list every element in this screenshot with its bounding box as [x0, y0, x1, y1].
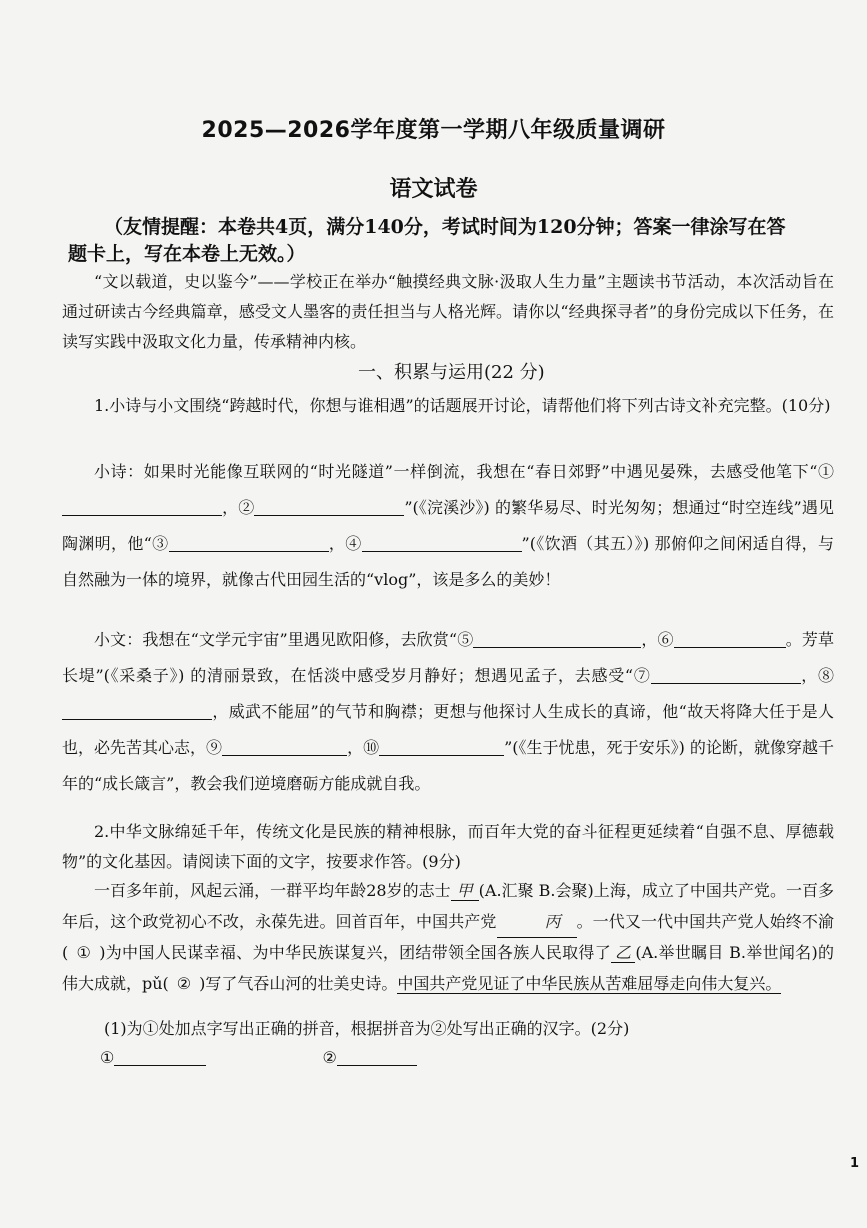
blank-5[interactable]	[473, 629, 641, 648]
exam-title: 2025—2026学年度第一学期八年级质量调研	[201, 118, 666, 143]
blank-2[interactable]	[254, 497, 404, 516]
handwritten-answer-bing: 丙	[497, 907, 577, 939]
poem-text-1: 小诗：如果时光能像互联网的“时光隧道”一样倒流，我想在“春日郊野”中遇见晏殊，去感受他笔下“①	[94, 462, 834, 481]
answer-label-1: ①	[100, 1048, 115, 1067]
passage-text-6: )写了气吞山河的壮美史诗。	[199, 973, 398, 993]
notice-line-2: 题卡上，写在本卷上无效。）	[68, 243, 306, 265]
poem-text-3: ”(《浣溪沙》) 的繁华易尽、时光匆匆；想通过“时空连线”遇见陶渊明，他“③	[62, 498, 834, 553]
question-2-stem: 2.中华文脉绵延千年，传统文化是民族的精神根脉，而百年大党的奋斗征程更延续着“自强不息、厚德载物”的文化基因。请阅读下面的文字，按要求作答。(9分)	[62, 822, 834, 871]
blank-8[interactable]	[62, 701, 212, 720]
intro-paragraph: “文以载道，史以鉴今”——学校正在举办“触摸经典文脉·汲取人生力量”主题读书节活动，本次活动旨在通过研读古今经典篇章，感受文人墨客的责任担当与人格光辉。请你以“经典探寻者”的身份完成以下任务，在读写实践中汲取文化力量，传承精神内核。	[62, 272, 834, 351]
wen-text-7: ”(《生于忧患，死于安乐》) 的论断，就像穿越千年的“成长箴言”，教会我们逆境磨砺方能成就自我。	[62, 738, 834, 793]
page-number: 1	[849, 1156, 859, 1171]
wen-text-2: ，⑥	[641, 630, 674, 649]
passage-text-2: (A.汇聚 B.会聚)上海，成立了中国共产党。一百多年后，这个政党初心不改，永葆先进。回首百年，中国共产党	[62, 881, 834, 931]
blank-7[interactable]	[651, 665, 801, 684]
passage-text-5: (A.举世瞩目 B.举世闻名)的伟大成就，pǔ(	[62, 943, 834, 993]
mark-1: ①	[76, 943, 92, 962]
wen-text-1: 小文：我想在“文学元宇宙”里遇见欧阳修，去欣赏“⑤	[94, 630, 474, 649]
blank-3[interactable]	[169, 533, 329, 552]
question-2-sub-1: (1)为①处加点字写出正确的拼音，根据拼音为②处写出正确的汉字。(2分)	[104, 1019, 630, 1038]
passage-text-3: 。一代又一代中国共产党人始终不渝(	[62, 911, 834, 962]
blank-6[interactable]	[674, 629, 786, 648]
question-1-prose-paragraph	[62, 622, 834, 802]
poem-text-5: ”(《饮酒（其五）》) 那俯仰之间闲适自得，与自然融为一体的境界，就像古代田园生活的“vlog”，该是多么的美妙！	[62, 534, 834, 589]
poem-text-4: ，④	[328, 534, 362, 553]
mark-2: ②	[176, 973, 192, 993]
blank-9[interactable]	[222, 737, 347, 756]
answer-blank-2[interactable]	[337, 1047, 417, 1066]
exam-subtitle: 语文试卷	[389, 177, 478, 202]
wen-text-4: ，⑧	[800, 666, 834, 685]
handwritten-answer-jia: 甲	[451, 881, 479, 901]
wen-text-6: ，⑩	[347, 738, 380, 757]
passage-text-4: )为中国人民谋幸福、为中华民族谋复兴，团结带领全国各族人民取得了	[99, 943, 612, 962]
question-1-stem: 1.小诗与小文围绕“跨越时代，你想与谁相遇”的话题展开讨论，请帮他们将下列古诗文补充完整。(10分)	[94, 396, 831, 415]
notice-line-1: （友情提醒：本卷共4页，满分140分，考试时间为120分钟；答案一律涂写在答	[104, 216, 786, 238]
answer-label-2: ②	[322, 1048, 337, 1067]
exam-notice	[68, 214, 837, 268]
section-heading: 一、积累与运用(22 分)	[358, 362, 545, 383]
passage-text-1: 一百多年前，风起云涌，一群平均年龄28岁的志士	[94, 881, 451, 900]
wen-text-5: ，威武不能屈”的气节和胸襟；更想与他探讨人生成长的真谛，他“故天将降大任于是人也，必先苦其心志，⑨	[62, 702, 834, 757]
blank-4[interactable]	[362, 533, 522, 552]
blank-1[interactable]	[62, 497, 222, 516]
handwritten-answer-yi: 乙	[611, 943, 635, 963]
question-1-poem-paragraph	[62, 454, 834, 598]
answer-blank-1[interactable]	[114, 1047, 206, 1066]
blank-10[interactable]	[379, 737, 504, 756]
answer-row	[100, 1047, 417, 1067]
wen-text-3: 。芳草长堤”(《采桑子》) 的清丽景致，在恬淡中感受岁月静好；想遇见孟子，去感受“⑦	[62, 630, 834, 685]
question-2-passage	[62, 876, 834, 999]
poem-text-2: ，②	[222, 498, 255, 517]
passage-underlined-sentence: 中国共产党见证了中华民族从苦难屈辱走向伟大复兴。	[397, 973, 782, 993]
